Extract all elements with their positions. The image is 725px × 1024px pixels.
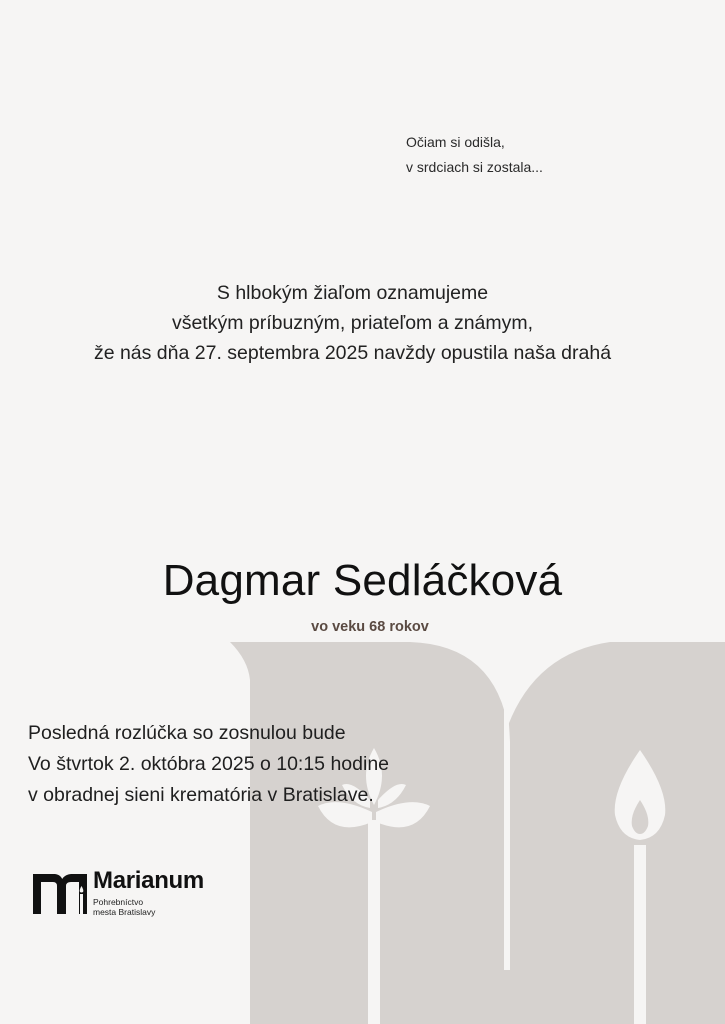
ceremony-line-1: Posledná rozlúčka so zosnulou bude <box>28 722 346 744</box>
ceremony-line-2: Vo štvrtok 2. októbra 2025 o 10:15 hodine <box>28 753 390 775</box>
deceased-name: Dagmar Sedláčková <box>162 556 563 605</box>
deceased-age: vo veku 68 rokov <box>311 619 429 635</box>
candle-stick <box>634 845 646 1024</box>
lily-stem <box>368 820 380 1024</box>
announcement <box>0 278 705 368</box>
emblem-center-gap <box>504 690 510 970</box>
motto <box>406 130 543 180</box>
marianum-logo-icon <box>33 872 87 916</box>
announcement-line-2: všetkým príbuzným, priateľom a známym, <box>171 312 534 334</box>
ceremony-line-3: v obradnej sieni krematória v Bratislave. <box>28 784 374 806</box>
logo-subtitle-line-2: mesta Bratislavy <box>93 907 156 917</box>
announcement-line-3: že nás dňa 27. septembra 2025 navždy opustila naša drahá <box>93 342 612 364</box>
motto-line-2: v srdciach si zostala... <box>406 159 543 175</box>
logo-subtitle <box>93 897 155 917</box>
marianum-logo <box>33 868 253 918</box>
announcement-line-1: S hlbokým žiaľom oznamujeme <box>216 282 489 304</box>
motto-line-1: Očiam si odišla, <box>406 134 505 150</box>
ceremony-details <box>28 718 389 811</box>
logo-subtitle-line-1: Pohrebníctvo <box>93 897 144 907</box>
emblem-right-shape <box>498 642 725 1024</box>
logo-name: Marianum <box>93 867 204 894</box>
